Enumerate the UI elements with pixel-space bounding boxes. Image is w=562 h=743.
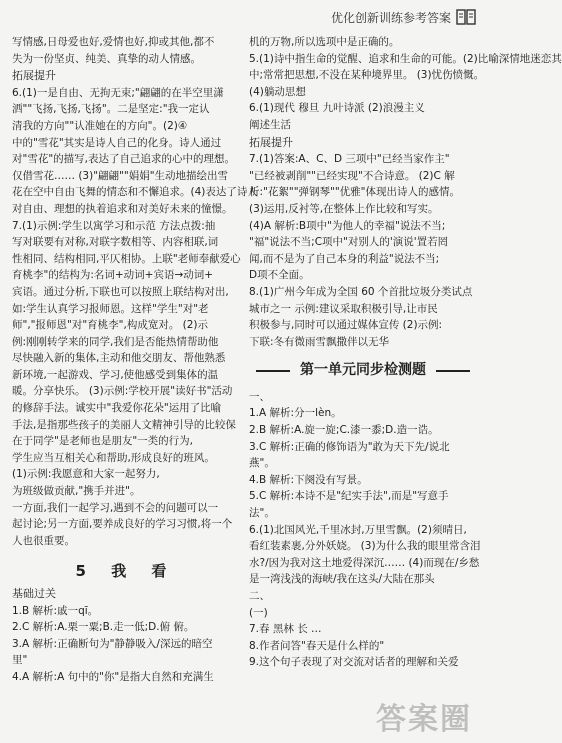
text-line: 中;常常把思想,不没在某种境界里。 (3)忧伤愤慨。 [249, 69, 485, 82]
text-line: 如:学生认真学习报师恩。这样"学生"对"老 [12, 302, 209, 315]
section-heading: 拓展提升 [249, 135, 293, 149]
text-line: 尽快融入新的集体,主动和他交朋友、帮他熟悉 [12, 352, 226, 365]
text-line: 的修辞手法。诚实中"我爱你花朵"运用了比喻 [12, 402, 222, 415]
text-line: "福"说法不当;C项中"对别人的'演说'置若罔 [249, 236, 449, 249]
watermark-text: 答案圈 [376, 702, 472, 737]
text-line: 性相同、结构相同,平仄相协。上联"老师奉献爱心 [12, 252, 241, 265]
text-line: 在于同学"是老师也是朋友"一类的行为, [12, 435, 193, 448]
text-line: (4)A 解析:B项中"为他人的幸福"说法不当; [249, 219, 446, 232]
book-logo-icon [455, 6, 477, 28]
text-line: 积极参与,同时可以通过媒体宣传 (2)示例: [249, 319, 443, 332]
text-line: (3)运用,反衬等,在整体上作比较和写实。 [249, 202, 439, 215]
text-line: 二、 [249, 590, 270, 602]
text-line: 9.这个句子表现了对交流对话者的理解和关爱 [249, 656, 459, 669]
lesson-title: 5 我 看 [75, 562, 177, 581]
text-line: 中的"雪花"其实是诗人自己的化身。诗人通过 [12, 136, 222, 149]
text-line: 手法,是指那些孩子的美丽人文精神引导的比较保 [12, 418, 236, 431]
text-line: 对自由、理想的执着追求和对美好未来的憧憬。 [12, 202, 233, 215]
text-line: 暖。分享快乐。 (3)示例:学校开展"读好书"活动 [12, 385, 233, 398]
text-line: 6.(1)现代 穆旦 九叶诗派 (2)浪漫主义 [249, 102, 425, 115]
text-line: 2.B 解析:A.旋一旋;C.漆一黍;D.造一诰。 [249, 424, 439, 437]
text-line: 人也很重要。 [12, 534, 75, 547]
text-line: 闻,而不是为了自己本身的利益"说法不当; [249, 252, 440, 265]
text-line: 一方面,我们一起学习,遇到不会的问题可以一 [12, 501, 219, 514]
section-heading: 基础过关 [12, 587, 56, 600]
text-line: 6.(1)北国风光,千里冰封,万里雪飘。(2)须晴日, [249, 523, 467, 536]
text-line: 为班级做贡献,"携手并进"。 [12, 485, 141, 498]
text-line: 宾语。通过分析,下联也可以按照上联结构对出, [12, 285, 229, 298]
text-line: 水?/因为我对这土地爱得深沉…… (4)而现在/乡愁 [249, 556, 480, 569]
text-line: 起讨论;另一方面,要养成良好的学习习惯,将一个 [12, 518, 233, 531]
text-line: 清我的方向""认准她在的方向"。(2)④ [12, 119, 188, 132]
unit-test-title [249, 362, 477, 379]
text-line: 4.B 解析:下阕没有写景。 [249, 473, 368, 486]
text-line: 3.A 解析:正确断句为"静静吸入/深远的暗空 [12, 637, 213, 650]
text-line: 1.A 解析:分一lèn。 [249, 407, 342, 420]
text-line: 看红装素裹,分外妖娆。 (3)为什么我的眼里常含泪 [249, 540, 481, 553]
text-line: 1.B 解析:戚一qī。 [12, 604, 99, 617]
text-line: 2.C 解析:A.栗一粟;B.走一低;D.俯 俯。 [12, 621, 195, 634]
text-line: 学生应当互相关心和帮助,形成良好的班风。 [12, 451, 215, 464]
text-line: 写对联要有对称,对联字数相等、内容相联,词 [12, 236, 219, 249]
title-rule-right [436, 370, 470, 372]
text-line: 洒""飞扬,飞扬,飞扬"。二是坚定:"我一定认 [12, 103, 210, 116]
text-line: 8.作者问答"春天是什么样的" [249, 639, 385, 652]
text-line: 3.C 解析:正确的修饰语为"敢为天下先/说北 [249, 440, 450, 453]
text-line: "已经被剥削""已经实现"不合诗意。 (2)C 解 [249, 169, 455, 182]
text-line: D项不全面。 [249, 269, 310, 282]
text-line: 7.(1)答案:A、C、D 三项中"已经当家作主" [249, 153, 450, 166]
text-line: 下联:冬有微雨雪飘撒伴以无华 [249, 335, 390, 348]
text-line: (1)示例:我愿意和大家一起努力, [12, 468, 160, 481]
text-line: 城市之一 示例:建议采取积极引导,让市民 [249, 302, 438, 315]
title-rule-left [256, 370, 290, 372]
text-line: 新环境,一起游戏、学习,使他感受到集体的温 [12, 368, 219, 381]
text-line: 花在空中自由飞舞的情态和不懈追求。(4)表达了诗人 [12, 186, 258, 199]
section-heading: 拓展提升 [12, 69, 56, 83]
text-line: (一) [249, 606, 268, 619]
page-header [331, 6, 477, 28]
header-title: 优化创新训练参考答案 [330, 10, 451, 25]
text-line: 师","报师恩"对"育桃李",构成宽对。 (2)示 [12, 319, 209, 332]
text-line: 例:刚刚转学来的同学,我们是否能热情帮助他 [12, 335, 219, 348]
text-line: 析:"花絮""弹钢琴""优雅"体现出诗人的感情。 [249, 186, 461, 199]
text-line: 里" [12, 654, 28, 667]
text-line: 5.C 解析:本诗不是"纪实手法",而是"写意手 [249, 490, 449, 503]
text-line: 阐述生活 [249, 118, 291, 131]
text-line: 燕"。 [249, 457, 275, 470]
text-line: 育桃李"的结构为:名词+动词+宾语→动词+ [12, 269, 214, 282]
text-line: 失为一份坚贞、纯美、真挚的动人情感。 [12, 52, 201, 65]
text-line: 写情感,日母爱也好,爱情也好,抑或其他,都不 [12, 36, 215, 48]
text-line: 5.(1)诗中指生命的觉醒、追求和生命的可能。(2)比喻深情地迷恋其 [249, 52, 562, 65]
watermark [369, 695, 479, 737]
text-line: (4)躺动思想 [249, 85, 306, 98]
text-line: 8.(1)广州今年成为全国 60 个首批垃圾分类试点 [249, 285, 473, 298]
text-line: 7.(1)示例:学生以寓学习和示范 方法点拨:抽 [12, 219, 216, 232]
unit-test-title-text: 第一单元同步检测题 [300, 362, 426, 379]
text-line: 4.A 解析:A 句中的"你"是指大自然和充满生 [12, 670, 214, 683]
text-line: 是一湾浅浅的海峡/我在这头/大陆在那头 [249, 573, 435, 586]
text-line: 7.春 黑林 长 … [249, 623, 322, 636]
text-line: 对"雪花"的描写,表达了自己追求的心中的理想。 [12, 153, 235, 166]
text-line: 仅借雪花…… (3)"翩翩""娟娟"生动地描绘出雪 [12, 169, 229, 182]
text-line: 6.(1)一是自由、无拘无束;"翩翩的在半空里潇 [12, 86, 224, 99]
right-column [249, 34, 562, 671]
text-line: 法"。 [249, 507, 275, 520]
left-column [12, 34, 258, 686]
text-line: 机的万物,所以选项中是正确的。 [249, 36, 400, 48]
text-line: 一、 [249, 390, 270, 403]
